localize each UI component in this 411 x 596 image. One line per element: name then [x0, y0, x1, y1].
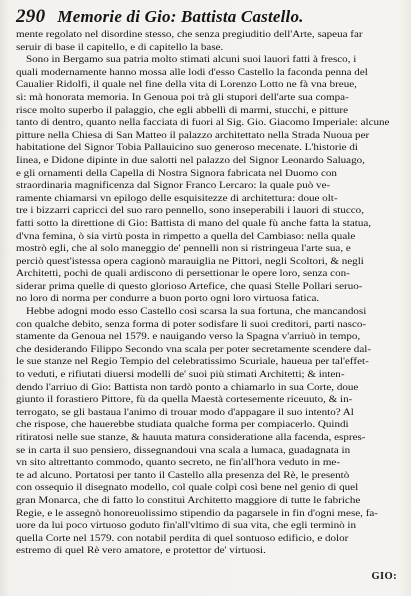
text-line: ritiratosi nelle sue stanze, & hauuta matura consideratione alla facenda, espres-	[16, 432, 366, 443]
text-line: Iinea, e Didone dipinte in due salotti nel palazzo del Signor Leonardo Saluago,	[16, 154, 365, 166]
text-line: con ossequio il disegnato modello, col quale colpì così bene nel genio di quel	[16, 482, 359, 494]
text-line: quali modernamente hanno mossa alle lodi d'esso Castello la faconda penna del	[16, 66, 368, 78]
text-line: Caualier Ridolfi, il quale nel fine della vita di Lorenzo Lotto ne fà vna breue,	[16, 79, 357, 91]
text-line: e gli ornamenti della Capella di Nostra Signora fabricata nel Duomo con	[16, 167, 337, 179]
text-line: straordinaria magnificenza dal Signor Franco Lercaro: la quale può ve-	[16, 180, 331, 192]
text-line: siderar prima quelle di questo glorioso Artefice, che quasi Stelle Pollari seruo-	[16, 280, 363, 292]
page-number: 290	[16, 6, 46, 27]
text-line: che rispose, che hauerebbe studiata qualche forma per compiacerlo. Quindi	[16, 419, 349, 431]
body-text	[16, 29, 399, 558]
running-head: Memorie di Gio: Battista Castello.	[57, 7, 304, 26]
text-line: con qualche debito, senza forma di poter sodisfare li suoi creditori, parti nasco-	[16, 318, 367, 330]
text-line: giunto il forastiero Pittore, fù da quella Maestà cortesemente riceuuto, & in-	[16, 394, 353, 406]
text-line: estremo di quel Rè vero amatore, e protettor de' virtuosi.	[16, 545, 266, 557]
text-line: tanto di dentro, quanto nella facciata di fuori al Sig. Gio. Giacomo Imperiale: alcune	[16, 117, 390, 129]
page-header	[16, 6, 399, 28]
text-line: ramente chiamarsi vn epilogo delle esquisitezze di architettura: doue olt-	[16, 192, 338, 204]
text-line: habitatione del Signor Tobia Pallauicino suo generoso mecenate. L'historie di	[16, 142, 358, 154]
text-line: fatti sotto la direttione di Gio: Battista di mano del quale fù anche fatta la statua,	[16, 217, 372, 229]
text-line: sì: mà honorata memoria. In Genoua poi trà gli stupori dell'arte sua compa-	[16, 91, 349, 103]
catchword: GIO:	[371, 571, 397, 582]
text-line: mente regolato nel disordine stesso, che senza pregiuditio dell'Arte, sapeua far	[16, 29, 363, 40]
text-line: Architetti, pochi de quali ardiscono di persettionar le opere loro, senza con-	[16, 268, 350, 280]
text-line: terrogato, se gli bastaua l'animo di trouar modo d'appagare il suo intento? Al	[16, 406, 354, 418]
text-line: to veduti, e rifiutati diuersi modelli de' suoi più stimati Architetti; & inten-	[16, 369, 345, 381]
text-line: mostrò egli, che al solo maneggio de' pennelli non si ristringeua l'arte sua, e	[16, 243, 351, 255]
text-line: dendo l'arriuo di Gio: Battista non tardò ponto a chiamarlo in sua Corte, doue	[16, 381, 359, 393]
text-line: uore da lui poco virtuoso goduto fin'all'vltimo di sua vita, che egli terminò in	[16, 520, 357, 532]
text-line: Regie, e le assegnò honoreuolissimo stipendio da pagarsele in fin d'ogni mese, fa-	[16, 507, 378, 519]
text-line: pitture nella Chiesa di San Matteo il palazzo architettato nella Strada Nuoua per	[16, 129, 370, 141]
text-line: stamente da Genoua nel 1579. e nauigando verso la Spagna v'arriuò in tempo,	[16, 331, 361, 343]
text-line: se in carta il suo pensiero, dissegnandoui vna scala a lumaca, guadagnata in	[16, 444, 351, 456]
text-line: le sue stanze nel Regio Tempio del celebratissimo Scuriale, haueua per tal'effet-	[16, 356, 369, 368]
text-line: gran Monarca, che di fatto lo constituì Architetto maggiore di tutte le fabriche	[16, 494, 361, 506]
text-line: Sono in Bergamo sua patria molto stimati alcuni suoi lauori fatti à fresco, i	[26, 54, 357, 66]
text-line: vn sito altrettanto commodo, quanto secreto, ne fin'all'hora veduto in me-	[16, 457, 341, 469]
text-line: quella Corte nel 1579. con notabil perdita di quel sontuoso edificio, e dolor	[16, 532, 349, 544]
text-line: perciò quest'istessa opera cagionò marauiglia ne Pittori, negli Scoltori, & negli	[16, 255, 364, 267]
text-line: seruir di base il capitello, e di capitello la base.	[16, 41, 224, 53]
text-line: Hebbe adogni modo esso Castello così scarsa la sua fortuna, che mancandosi	[26, 306, 367, 318]
text-line: te ad alcuno. Portatosi per tanto il Castello alla presenza del Rè, le presentò	[16, 469, 350, 481]
text-line: tre i bizzarri capricci del suo raro pennello, sono inseperabili i lauori di stucco,	[16, 205, 364, 217]
text-line: risce molto superbo il palaggio, che egli abbellì di marmi, stucchi, e pitture	[16, 104, 349, 116]
text-line: d'vna femina, ò sia virtù posta in rimpetto a quella del Cambiaso: nella quale	[16, 230, 356, 242]
text-line: no loro di norma per condurre a buon porto ogni loro virtuosa fatica.	[16, 293, 320, 305]
text-line: che desiderando Filippo Secondo vna scala per poter secretamente scendere dal-	[16, 343, 372, 355]
